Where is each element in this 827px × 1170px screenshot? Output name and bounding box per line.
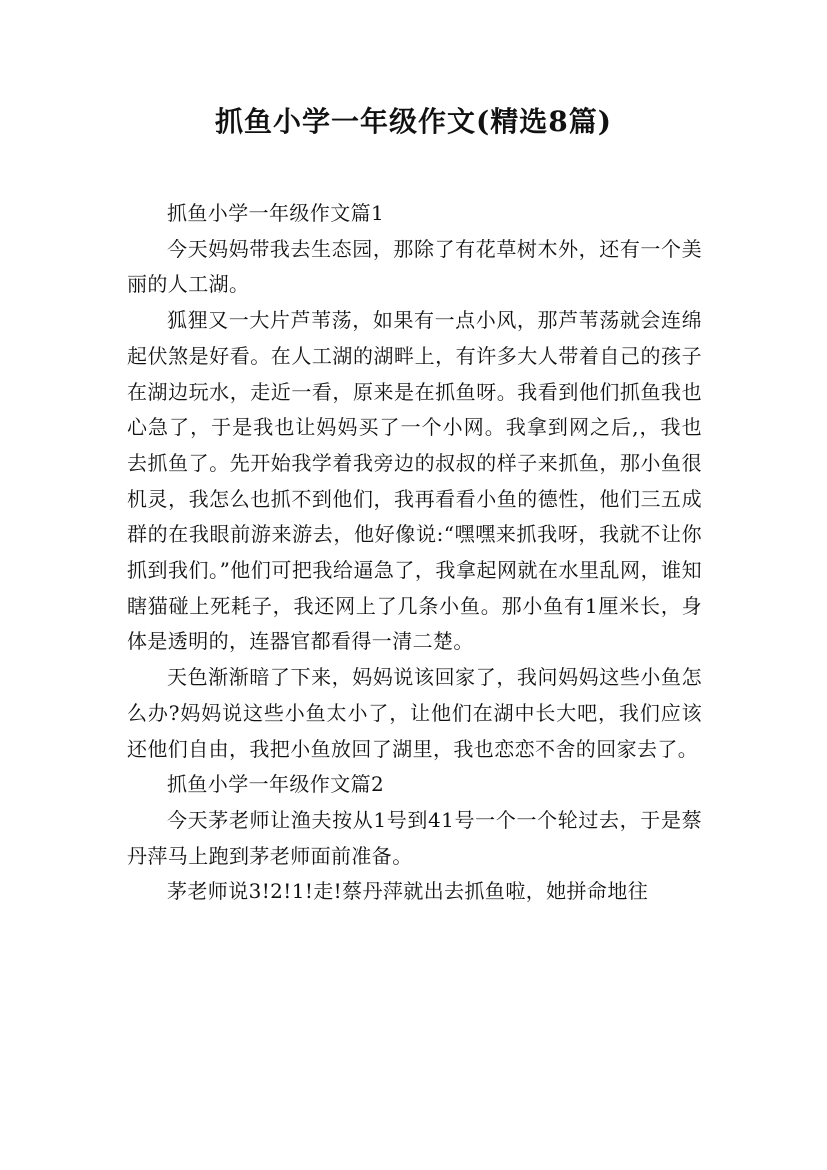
section-heading: 抓鱼小学一年级作文篇1 [167, 201, 385, 225]
paragraph: 茅老师说3!2!1!走!蔡丹萍就出去抓鱼啦，她拼命地往 [167, 879, 649, 904]
document-title: 抓鱼小学一年级作文(精选8篇) [215, 105, 612, 138]
paragraph: 天色渐渐暗了下来，妈妈说该回家了，我问妈妈这些小鱼怎么办?妈妈说这些小鱼太小了，让他们在湖中长大吧，我们应该还他们自由，我把小鱼放回了湖里，我也恋恋不舍的回家去了。 [127, 665, 702, 761]
paragraph: 今天妈妈带我去生态园，那除了有花草树木外，还有一个美丽的人工湖。 [127, 236, 702, 297]
document-body [127, 196, 702, 910]
paragraph: 狐狸又一大片芦苇荡，如果有一点小风，那芦苇荡就会连绵起伏煞是好看。在人工湖的湖畔上，有许多大人带着自己的孩子在湖边玩水，走近一看，原来是在抓鱼呀。我看到他们抓鱼我也心急了，于是我也让妈妈买了一个小网。我拿到网之后,，我也去抓鱼了。先开始我学着我旁边的叔叔的样子来抓鱼，那小鱼很机灵，我怎么也抓不到他们，我再看看小鱼的德性，他们三五成群的在我眼前游来游去，他好像说:“嘿嘿来抓我呀，我就不让你抓到我们。”他们可把我给逼急了，我拿起网就在水里乱网，谁知瞎猫碰上死耗子，我还网上了几条小鱼。那小鱼有1厘米长，身体是透明的，连器官都看得一清二楚。 [127, 308, 702, 654]
paragraph: 今天茅老师让渔夫按从1号到41号一个一个轮过去，于是蔡丹萍马上跑到茅老师面前准备。 [127, 807, 702, 868]
section-heading: 抓鱼小学一年级作文篇2 [167, 772, 385, 797]
